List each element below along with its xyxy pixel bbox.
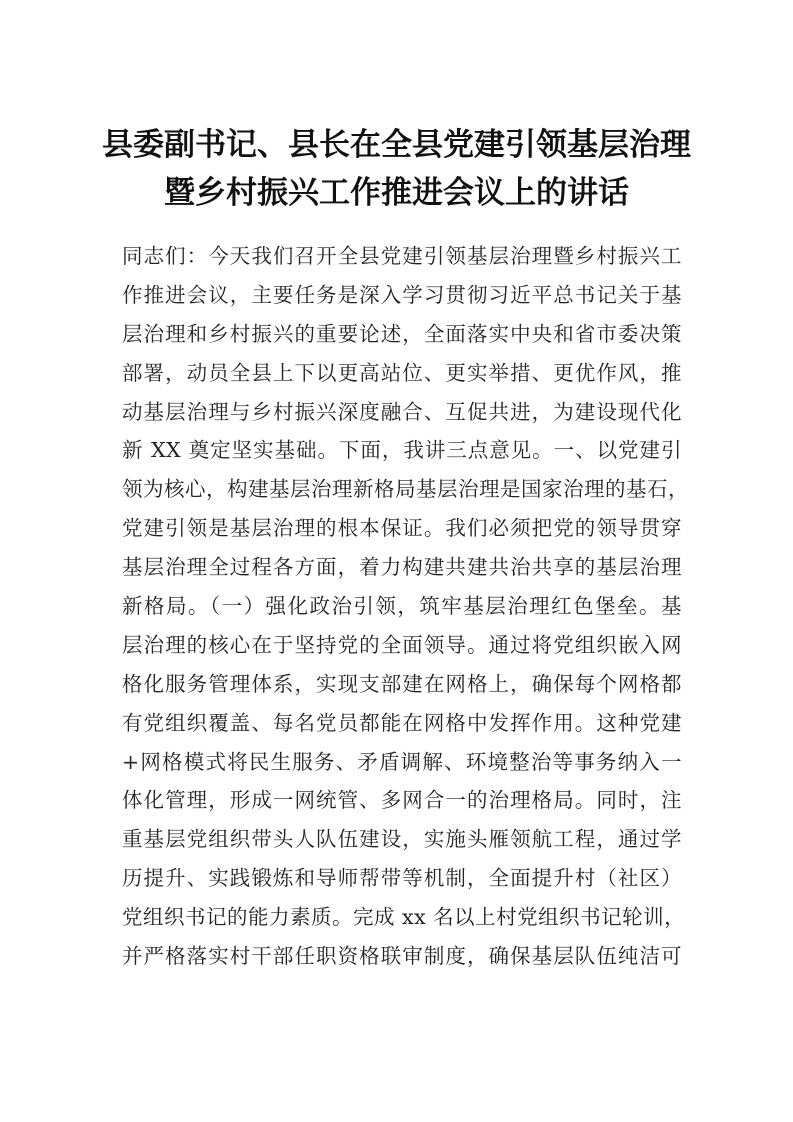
body-line: 并严格落实村干部任职资格联审制度，确保基层队伍纯洁可 (122, 944, 682, 969)
body-line: 部署，动员全县上下以更高站位、更实举措、更优作风，推 (122, 360, 682, 385)
body-line: 党组织书记的能力素质。完成 xx 名以上村党组织书记轮训， (122, 905, 686, 930)
body-line: +网格模式将民生服务、矛盾调解、环境整治等事务纳入一 (122, 749, 682, 774)
body-line: 动基层治理与乡村振兴深度融合、互促共进，为建设现代化 (122, 399, 682, 424)
body-line: 层治理和乡村振兴的重要论述，全面落实中央和省市委决策 (122, 321, 682, 346)
body-line: 作推进会议，主要任务是深入学习贯彻习近平总书记关于基 (122, 282, 682, 307)
body-line: 新 XX 奠定坚实基础。下面，我讲三点意见。一、以党建引 (122, 438, 682, 463)
body-line: 有党组织覆盖、每名党员都能在网格中发挥作用。这种党建 (122, 710, 682, 735)
body-line: 党建引领是基层治理的根本保证。我们必须把党的领导贯穿 (122, 516, 682, 541)
body-line: 体化管理，形成一网统管、多网合一的治理格局。同时，注 (122, 788, 682, 813)
body-line: 新格局。（一）强化政治引领，筑牢基层治理红色堡垒。基 (122, 594, 682, 619)
body-line: 同志们：今天我们召开全县党建引领基层治理暨乡村振兴工 (122, 244, 682, 268)
document-title-line-1: 县委副书记、县长在全县党建引领基层治理 (102, 127, 691, 163)
document-title-line-2: 暨乡村振兴工作推进会议上的讲话 (164, 175, 629, 211)
body-line: 重基层党组织带头人队伍建设，实施头雁领航工程，通过学 (122, 827, 682, 852)
body-line: 领为核心，构建基层治理新格局基层治理是国家治理的基石， (122, 477, 689, 502)
body-line: 基层治理全过程各方面，着力构建共建共治共享的基层治理 (122, 555, 682, 580)
body-line: 格化服务管理体系，实现支部建在网格上，确保每个网格都 (122, 671, 682, 696)
document-body (122, 237, 689, 976)
body-line: 历提升、实践锻炼和导师帮带等机制，全面提升村（社区） (122, 866, 682, 891)
body-line: 层治理的核心在于坚持党的全面领导。通过将党组织嵌入网 (122, 632, 682, 657)
